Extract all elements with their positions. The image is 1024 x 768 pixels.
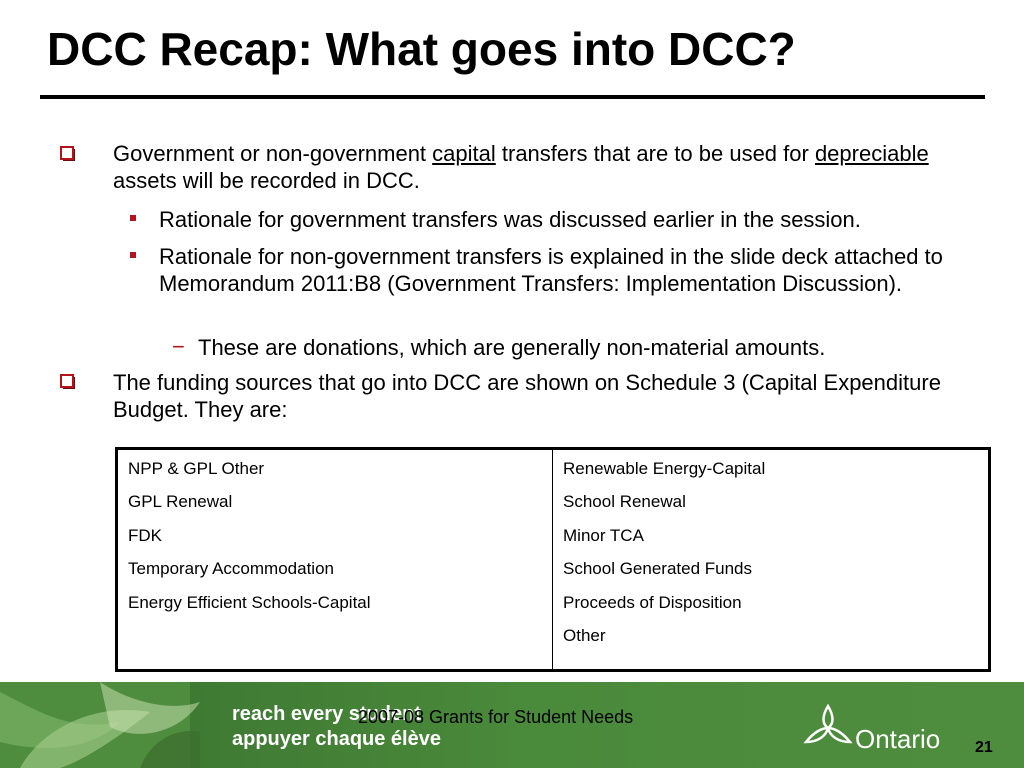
footer-note: 2007-08 Grants for Student Needs xyxy=(358,707,634,727)
table-cell: Renewable Energy-Capital xyxy=(563,459,766,478)
sub-bullet-nongovernment-rationale: Rationale for non-government transfers is explained in the slide deck attached to Memorandum 2011:B8 (Government Transfers: Implementation Discussion). xyxy=(159,244,943,296)
table-right-column xyxy=(553,450,988,669)
footer-banner xyxy=(0,682,1024,768)
table-cell: FDK xyxy=(128,526,162,545)
ontario-logo-text: Ontario xyxy=(855,724,941,754)
slide-title: DCC Recap: What goes into DCC? xyxy=(47,23,796,75)
table-cell: NPP & GPL Other xyxy=(128,459,265,478)
dash-bullet-icon: − xyxy=(172,334,185,359)
title-divider xyxy=(40,95,985,99)
funding-sources-table xyxy=(115,447,991,672)
leaf-decoration-icon xyxy=(0,682,200,768)
bullet1-text-c: assets will be recorded in DCC. xyxy=(113,168,420,193)
table-cell: School Renewal xyxy=(563,492,686,511)
page-number: 21 xyxy=(975,739,993,756)
table-cell: Proceeds of Disposition xyxy=(563,593,742,612)
checkbox-bullet-icon xyxy=(60,374,76,390)
table-cell: Other xyxy=(563,626,606,645)
bullet-capital-transfers xyxy=(113,140,983,194)
table-cell: GPL Renewal xyxy=(128,492,233,511)
table-left-column xyxy=(118,450,553,669)
bullet1-capital-term: capital xyxy=(432,141,496,166)
table-cell: Energy Efficient Schools-Capital xyxy=(128,593,371,612)
sub-sub-bullet-donations: These are donations, which are generally non-material amounts. xyxy=(198,335,826,360)
tagline-english: reach every student xyxy=(232,703,421,725)
tagline-french: appuyer chaque élève xyxy=(232,728,441,750)
trillium-logo-icon xyxy=(800,702,856,750)
table-cell: School Generated Funds xyxy=(563,559,753,578)
bullet1-depreciable-term: depreciable xyxy=(814,141,929,166)
bullet1-text-a: Government or non-government xyxy=(113,141,433,166)
table-cell: Temporary Accommodation xyxy=(128,559,334,578)
bullet-funding-sources: The funding sources that go into DCC are shown on Schedule 3 (Capital Expenditure Budget. They are: xyxy=(113,370,941,422)
bullet1-text-b: transfers that are to be used for xyxy=(495,141,815,166)
checkbox-bullet-icon xyxy=(60,146,76,162)
table-cell: Minor TCA xyxy=(563,526,644,545)
square-bullet-icon xyxy=(130,215,136,221)
square-bullet-icon xyxy=(130,252,136,258)
sub-bullet-government-rationale: Rationale for government transfers was discussed earlier in the session. xyxy=(159,207,861,232)
